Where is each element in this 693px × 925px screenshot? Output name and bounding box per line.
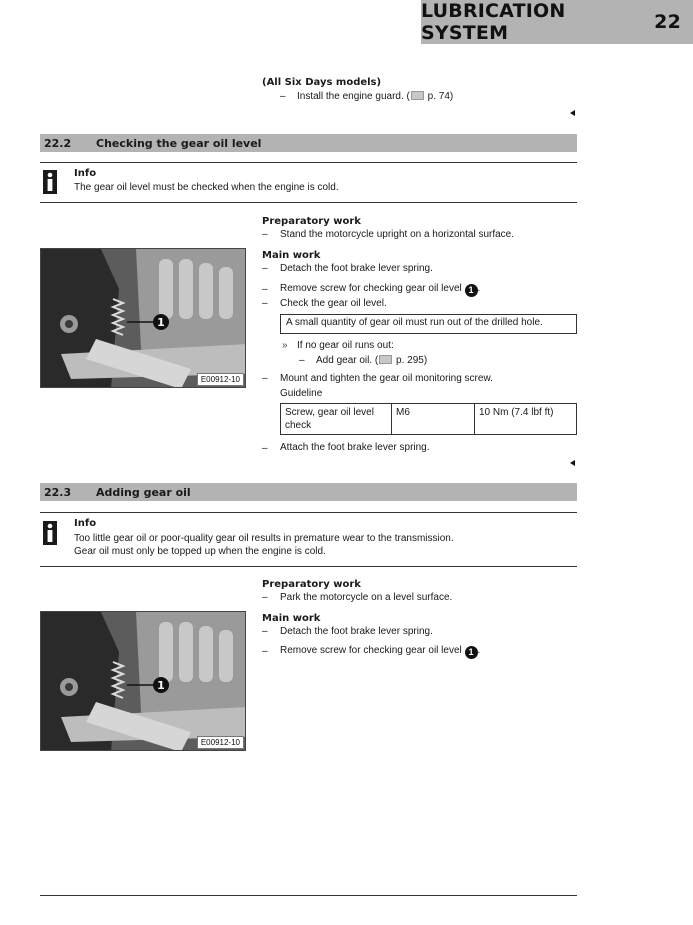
torque-table (280, 403, 577, 435)
dash: – (262, 646, 268, 657)
callout-badge: 1 (465, 646, 478, 659)
callout-number: 1 (157, 316, 165, 329)
dash: – (262, 263, 268, 274)
step-mount-screw: Mount and tighten the gear oil monitoring screw. (280, 373, 493, 384)
section-number: 22.3 (44, 485, 72, 499)
main-work-label: Main work (262, 613, 321, 624)
prep-step: Park the motorcycle on a level surface. (280, 592, 453, 603)
dash: – (262, 592, 268, 603)
section-heading-22-2 (40, 134, 577, 152)
dash: – (262, 626, 268, 637)
install-step: Install the engine guard. ( p. 74) (297, 91, 454, 102)
figure-gear-oil-screw (40, 248, 246, 388)
info-label: Info (74, 168, 97, 179)
step-detach-spring: Detach the foot brake lever spring. (280, 263, 433, 274)
table-cell: M6 (392, 404, 475, 435)
manual-ref-icon (411, 91, 424, 100)
prep-step: Stand the motorcycle upright on a horizontal surface. (280, 229, 515, 240)
step-attach-spring: Attach the foot brake lever spring. (280, 442, 430, 453)
callout-number: 1 (157, 679, 165, 692)
section-heading-22-3 (40, 483, 577, 501)
dash: – (262, 443, 268, 454)
prep-work-label: Preparatory work (262, 216, 361, 227)
divider (40, 566, 577, 567)
callout-badge: 1 (465, 284, 478, 297)
models-note: (All Six Days models) (262, 77, 382, 88)
info-text-line2: Gear oil must only be topped up when the engine is cold. (74, 546, 326, 557)
dash: – (262, 298, 268, 309)
section-title: Checking the gear oil level (96, 136, 262, 150)
divider (40, 512, 577, 513)
manual-ref-icon (379, 355, 392, 364)
info-label: Info (74, 518, 97, 529)
step-check-level: Check the gear oil level. (280, 298, 387, 309)
dash: – (299, 355, 305, 366)
main-work-label: Main work (262, 250, 321, 261)
step-remove-screw: Remove screw for checking gear oil level 1 . (280, 645, 481, 657)
condition-text: If no gear oil runs out: (297, 340, 394, 351)
chapter-header (421, 0, 693, 44)
end-of-section-icon (570, 460, 575, 466)
footer-divider (40, 895, 577, 896)
oil-level-note: A small quantity of gear oil must run out of the drilled hole. (280, 314, 577, 334)
chapter-number: 22 (654, 11, 681, 33)
info-icon (43, 521, 57, 545)
step-detach-spring: Detach the foot brake lever spring. (280, 626, 433, 637)
table-cell: Screw, gear oil level check (281, 404, 392, 435)
figure-code: E00912-10 (197, 736, 244, 749)
chapter-title: LUBRICATION SYSTEM (421, 0, 566, 44)
info-text-line1: Too little gear oil or poor-quality gear oil results in premature wear to the transmission. (74, 533, 454, 544)
prep-work-label: Preparatory work (262, 579, 361, 590)
dash: – (280, 91, 286, 102)
figure-code: E00912-10 (197, 373, 244, 386)
section-number: 22.2 (44, 136, 72, 150)
page-ref-link[interactable]: p. 295) (396, 355, 428, 366)
info-icon (43, 170, 57, 194)
dash: – (262, 373, 268, 384)
table-cell: 10 Nm (7.4 lbf ft) (475, 404, 577, 435)
section-title: Adding gear oil (96, 485, 191, 499)
step-remove-screw: Remove screw for checking gear oil level 1 . (280, 283, 481, 295)
dash: – (262, 229, 268, 240)
table-row (281, 404, 577, 435)
divider (40, 162, 577, 163)
end-of-section-icon (570, 110, 575, 116)
info-text: The gear oil level must be checked when the engine is cold. (74, 182, 339, 193)
page-ref-link[interactable]: p. 74) (427, 91, 454, 102)
figure-gear-oil-screw-2 (40, 611, 246, 751)
divider (40, 202, 577, 203)
dash: – (262, 284, 268, 295)
sub-step-add-oil: Add gear oil. ( p. 295) (316, 355, 428, 366)
condition-chevron: » (282, 340, 288, 351)
guideline-label: Guideline (280, 388, 323, 399)
